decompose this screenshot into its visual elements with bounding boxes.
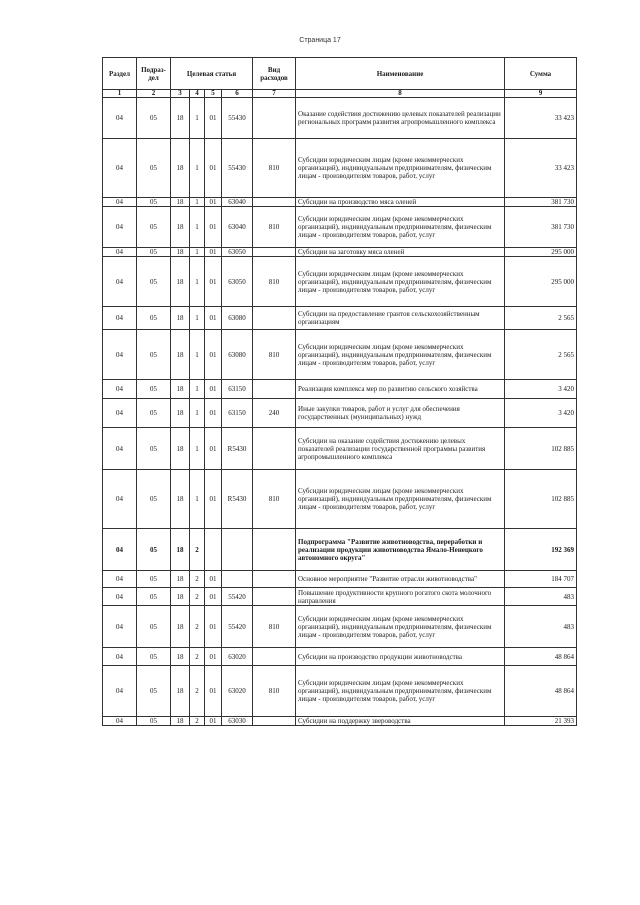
cell-target-1: 18 [171,588,190,606]
cell-target-1: 18 [171,330,190,380]
cell-vid [253,307,296,330]
table-row [103,248,577,257]
table-row [103,470,577,529]
cell-target-3: 01 [205,139,222,198]
column-number: 6 [222,90,253,98]
cell-target-2: 2 [190,606,205,648]
cell-target-3: 01 [205,257,222,307]
cell-name: Подпрограмма "Развитие животноводства, переработки и реализации продукции животноводства Ямало-Ненецкого автономного округа" [296,529,505,571]
cell-target-3: 01 [205,666,222,717]
table-row [103,98,577,139]
cell-target-4: 55420 [222,606,253,648]
cell-razdel: 04 [103,139,137,198]
cell-target-4: 63050 [222,248,253,257]
cell-target-2: 1 [190,207,205,248]
cell-target-2: 1 [190,470,205,529]
cell-vid: 810 [253,257,296,307]
cell-target-4: 63030 [222,717,253,726]
cell-name: Субсидии юридическим лицам (кроме некоммерческих организаций), индивидуальным предпринимателям, физическим лицам - производителям товаров, работ, услуг [296,257,505,307]
cell-razdel: 04 [103,717,137,726]
cell-target-4: 63080 [222,307,253,330]
cell-vid [253,428,296,470]
cell-podrazdel: 05 [137,248,171,257]
cell-podrazdel: 05 [137,399,171,428]
cell-razdel: 04 [103,380,137,399]
cell-name: Повышение продуктивности крупного рогатого скота молочного направления [296,588,505,606]
cell-target-1: 18 [171,207,190,248]
cell-target-1: 18 [171,139,190,198]
cell-sum: 483 [505,588,577,606]
cell-razdel: 04 [103,588,137,606]
cell-target-1: 18 [171,399,190,428]
cell-target-2: 1 [190,380,205,399]
cell-razdel: 04 [103,470,137,529]
cell-target-3: 01 [205,470,222,529]
cell-podrazdel: 05 [137,666,171,717]
cell-sum: 33 423 [505,98,577,139]
page-number: Страница 17 [299,37,341,44]
table-row [103,307,577,330]
cell-name: Субсидии на поддержку звероводства [296,717,505,726]
cell-razdel: 04 [103,198,137,207]
cell-name: Субсидии на заготовку мяса оленей [296,248,505,257]
cell-podrazdel: 05 [137,198,171,207]
cell-target-3: 01 [205,248,222,257]
header-row [103,58,577,90]
column-number: 1 [103,90,137,98]
column-number: 8 [296,90,505,98]
cell-target-2: 1 [190,307,205,330]
table-row [103,648,577,666]
cell-target-4: 55420 [222,588,253,606]
cell-name: Реализация комплекса мер по развитию сельского хозяйства [296,380,505,399]
cell-name: Субсидии на оказание содействия достижению целевых показателей реализации государственной программы развития агропромышленного комплекса [296,428,505,470]
cell-vid: 810 [253,606,296,648]
cell-target-4 [222,571,253,588]
cell-target-1: 18 [171,470,190,529]
cell-target-4: 63020 [222,666,253,717]
cell-name: Субсидии юридическим лицам (кроме некоммерческих организаций), индивидуальным предпринимателям, физическим лицам - производителям товаров, работ, услуг [296,470,505,529]
header-razdel: Раздел [103,58,137,90]
cell-sum: 3 420 [505,399,577,428]
cell-sum: 295 000 [505,248,577,257]
cell-target-4: R5430 [222,470,253,529]
table-row [103,257,577,307]
cell-vid [253,588,296,606]
header-target-article: Целевая статья [171,58,253,90]
cell-vid [253,571,296,588]
cell-vid: 810 [253,470,296,529]
cell-target-1: 18 [171,198,190,207]
cell-vid [253,529,296,571]
cell-target-1: 18 [171,606,190,648]
cell-vid [253,648,296,666]
cell-target-2: 2 [190,529,205,571]
cell-razdel: 04 [103,98,137,139]
cell-podrazdel: 05 [137,98,171,139]
cell-target-2: 2 [190,571,205,588]
table-row [103,428,577,470]
cell-target-1: 18 [171,307,190,330]
cell-target-1: 18 [171,648,190,666]
cell-podrazdel: 05 [137,606,171,648]
table-row [103,666,577,717]
cell-name: Субсидии юридическим лицам (кроме некоммерческих организаций), индивидуальным предпринимателям, физическим лицам - производителям товаров, работ, услуг [296,606,505,648]
cell-sum: 381 730 [505,198,577,207]
cell-target-2: 2 [190,648,205,666]
cell-podrazdel: 05 [137,380,171,399]
cell-target-3: 01 [205,98,222,139]
cell-sum: 295 000 [505,257,577,307]
cell-target-3: 01 [205,717,222,726]
cell-target-4: 63150 [222,399,253,428]
cell-podrazdel: 05 [137,428,171,470]
cell-target-4: 63150 [222,380,253,399]
cell-vid: 810 [253,207,296,248]
header-vid-rashodov: Вид расходов [253,58,296,90]
cell-target-4: 63050 [222,257,253,307]
cell-target-2: 1 [190,139,205,198]
table-row [103,717,577,726]
cell-target-4: 63080 [222,330,253,380]
cell-target-3: 01 [205,380,222,399]
cell-target-2: 1 [190,399,205,428]
cell-target-1: 18 [171,571,190,588]
cell-target-1: 18 [171,248,190,257]
cell-podrazdel: 05 [137,257,171,307]
cell-vid: 810 [253,666,296,717]
cell-target-2: 2 [190,717,205,726]
cell-target-1: 18 [171,428,190,470]
cell-target-4: R5430 [222,428,253,470]
table-row [103,198,577,207]
cell-name: Оказание содействия достижению целевых показателей реализации региональных программ развития агропромышленного комплекса [296,98,505,139]
table-row [103,330,577,380]
cell-target-4: 63020 [222,648,253,666]
cell-target-4: 63040 [222,198,253,207]
header-name: Наименование [296,58,505,90]
cell-target-2: 1 [190,428,205,470]
table-row [103,399,577,428]
cell-sum: 2 565 [505,307,577,330]
column-number: 3 [171,90,190,98]
cell-target-2: 1 [190,330,205,380]
cell-target-1: 18 [171,666,190,717]
cell-target-2: 1 [190,257,205,307]
cell-razdel: 04 [103,399,137,428]
column-number: 5 [205,90,222,98]
cell-sum: 3 420 [505,380,577,399]
cell-sum: 21 393 [505,717,577,726]
cell-target-4: 55430 [222,98,253,139]
cell-razdel: 04 [103,648,137,666]
cell-vid: 810 [253,139,296,198]
table-row [103,529,577,571]
cell-target-2: 2 [190,666,205,717]
cell-target-1: 18 [171,717,190,726]
cell-target-1: 18 [171,257,190,307]
cell-name: Субсидии юридическим лицам (кроме некоммерческих организаций), индивидуальным предпринимателям, физическим лицам - производителям товаров, работ, услуг [296,207,505,248]
cell-podrazdel: 05 [137,529,171,571]
cell-vid [253,248,296,257]
cell-target-1: 18 [171,529,190,571]
table-row [103,380,577,399]
cell-target-3: 01 [205,207,222,248]
cell-name: Субсидии на производство продукции животноводства [296,648,505,666]
table-row [103,139,577,198]
cell-name: Субсидии юридическим лицам (кроме некоммерческих организаций), индивидуальным предпринимателям, физическим лицам - производителям товаров, работ, услуг [296,330,505,380]
cell-target-3: 01 [205,307,222,330]
cell-razdel: 04 [103,307,137,330]
cell-sum: 48 864 [505,666,577,717]
cell-razdel: 04 [103,529,137,571]
cell-target-4 [222,529,253,571]
cell-podrazdel: 05 [137,588,171,606]
cell-sum: 192 369 [505,529,577,571]
cell-target-3 [205,529,222,571]
cell-vid [253,380,296,399]
cell-razdel: 04 [103,571,137,588]
column-number: 2 [137,90,171,98]
cell-sum: 102 885 [505,428,577,470]
header-podrazdel: Подраз-дел [137,58,171,90]
cell-podrazdel: 05 [137,330,171,380]
cell-target-1: 18 [171,380,190,399]
cell-target-3: 01 [205,588,222,606]
cell-target-3: 01 [205,198,222,207]
cell-target-4: 55430 [222,139,253,198]
cell-podrazdel: 05 [137,207,171,248]
cell-target-3: 01 [205,606,222,648]
cell-podrazdel: 05 [137,717,171,726]
budget-table [102,57,577,726]
cell-sum: 48 864 [505,648,577,666]
cell-name: Субсидии юридическим лицам (кроме некоммерческих организаций), индивидуальным предпринимателям, физическим лицам - производителям товаров, работ, услуг [296,666,505,717]
cell-sum: 381 730 [505,207,577,248]
cell-target-3: 01 [205,571,222,588]
cell-vid [253,98,296,139]
cell-razdel: 04 [103,207,137,248]
cell-vid [253,717,296,726]
cell-sum: 33 423 [505,139,577,198]
cell-target-3: 01 [205,330,222,380]
cell-target-3: 01 [205,428,222,470]
column-number: 4 [190,90,205,98]
cell-target-2: 1 [190,98,205,139]
cell-target-2: 1 [190,248,205,257]
cell-name: Субсидии на производство мяса оленей [296,198,505,207]
column-number: 7 [253,90,296,98]
header-sum: Сумма [505,58,577,90]
cell-podrazdel: 05 [137,571,171,588]
cell-razdel: 04 [103,428,137,470]
cell-name: Иные закупки товаров, работ и услуг для обеспечения государственных (муниципальных) нужд [296,399,505,428]
cell-vid: 240 [253,399,296,428]
cell-razdel: 04 [103,257,137,307]
cell-sum: 2 565 [505,330,577,380]
table-body [103,98,577,726]
cell-razdel: 04 [103,666,137,717]
cell-name: Основное мероприятие "Развитие отрасли животноводства" [296,571,505,588]
table-row [103,207,577,248]
cell-razdel: 04 [103,330,137,380]
cell-razdel: 04 [103,248,137,257]
cell-podrazdel: 05 [137,470,171,529]
table-row [103,588,577,606]
cell-target-4: 63040 [222,207,253,248]
cell-podrazdel: 05 [137,648,171,666]
cell-sum: 184 707 [505,571,577,588]
column-number-row [103,90,577,98]
cell-razdel: 04 [103,606,137,648]
cell-target-2: 1 [190,198,205,207]
cell-target-3: 01 [205,648,222,666]
cell-vid: 810 [253,330,296,380]
cell-target-3: 01 [205,399,222,428]
table-row [103,571,577,588]
cell-vid [253,198,296,207]
cell-sum: 483 [505,606,577,648]
cell-sum: 102 885 [505,470,577,529]
cell-podrazdel: 05 [137,307,171,330]
cell-name: Субсидии на предоставление грантов сельскохозяйственным организациям [296,307,505,330]
table-row [103,606,577,648]
cell-target-1: 18 [171,98,190,139]
column-number: 9 [505,90,577,98]
cell-podrazdel: 05 [137,139,171,198]
cell-target-2: 2 [190,588,205,606]
cell-name: Субсидии юридическим лицам (кроме некоммерческих организаций), индивидуальным предпринимателям, физическим лицам - производителям товаров, работ, услуг [296,139,505,198]
